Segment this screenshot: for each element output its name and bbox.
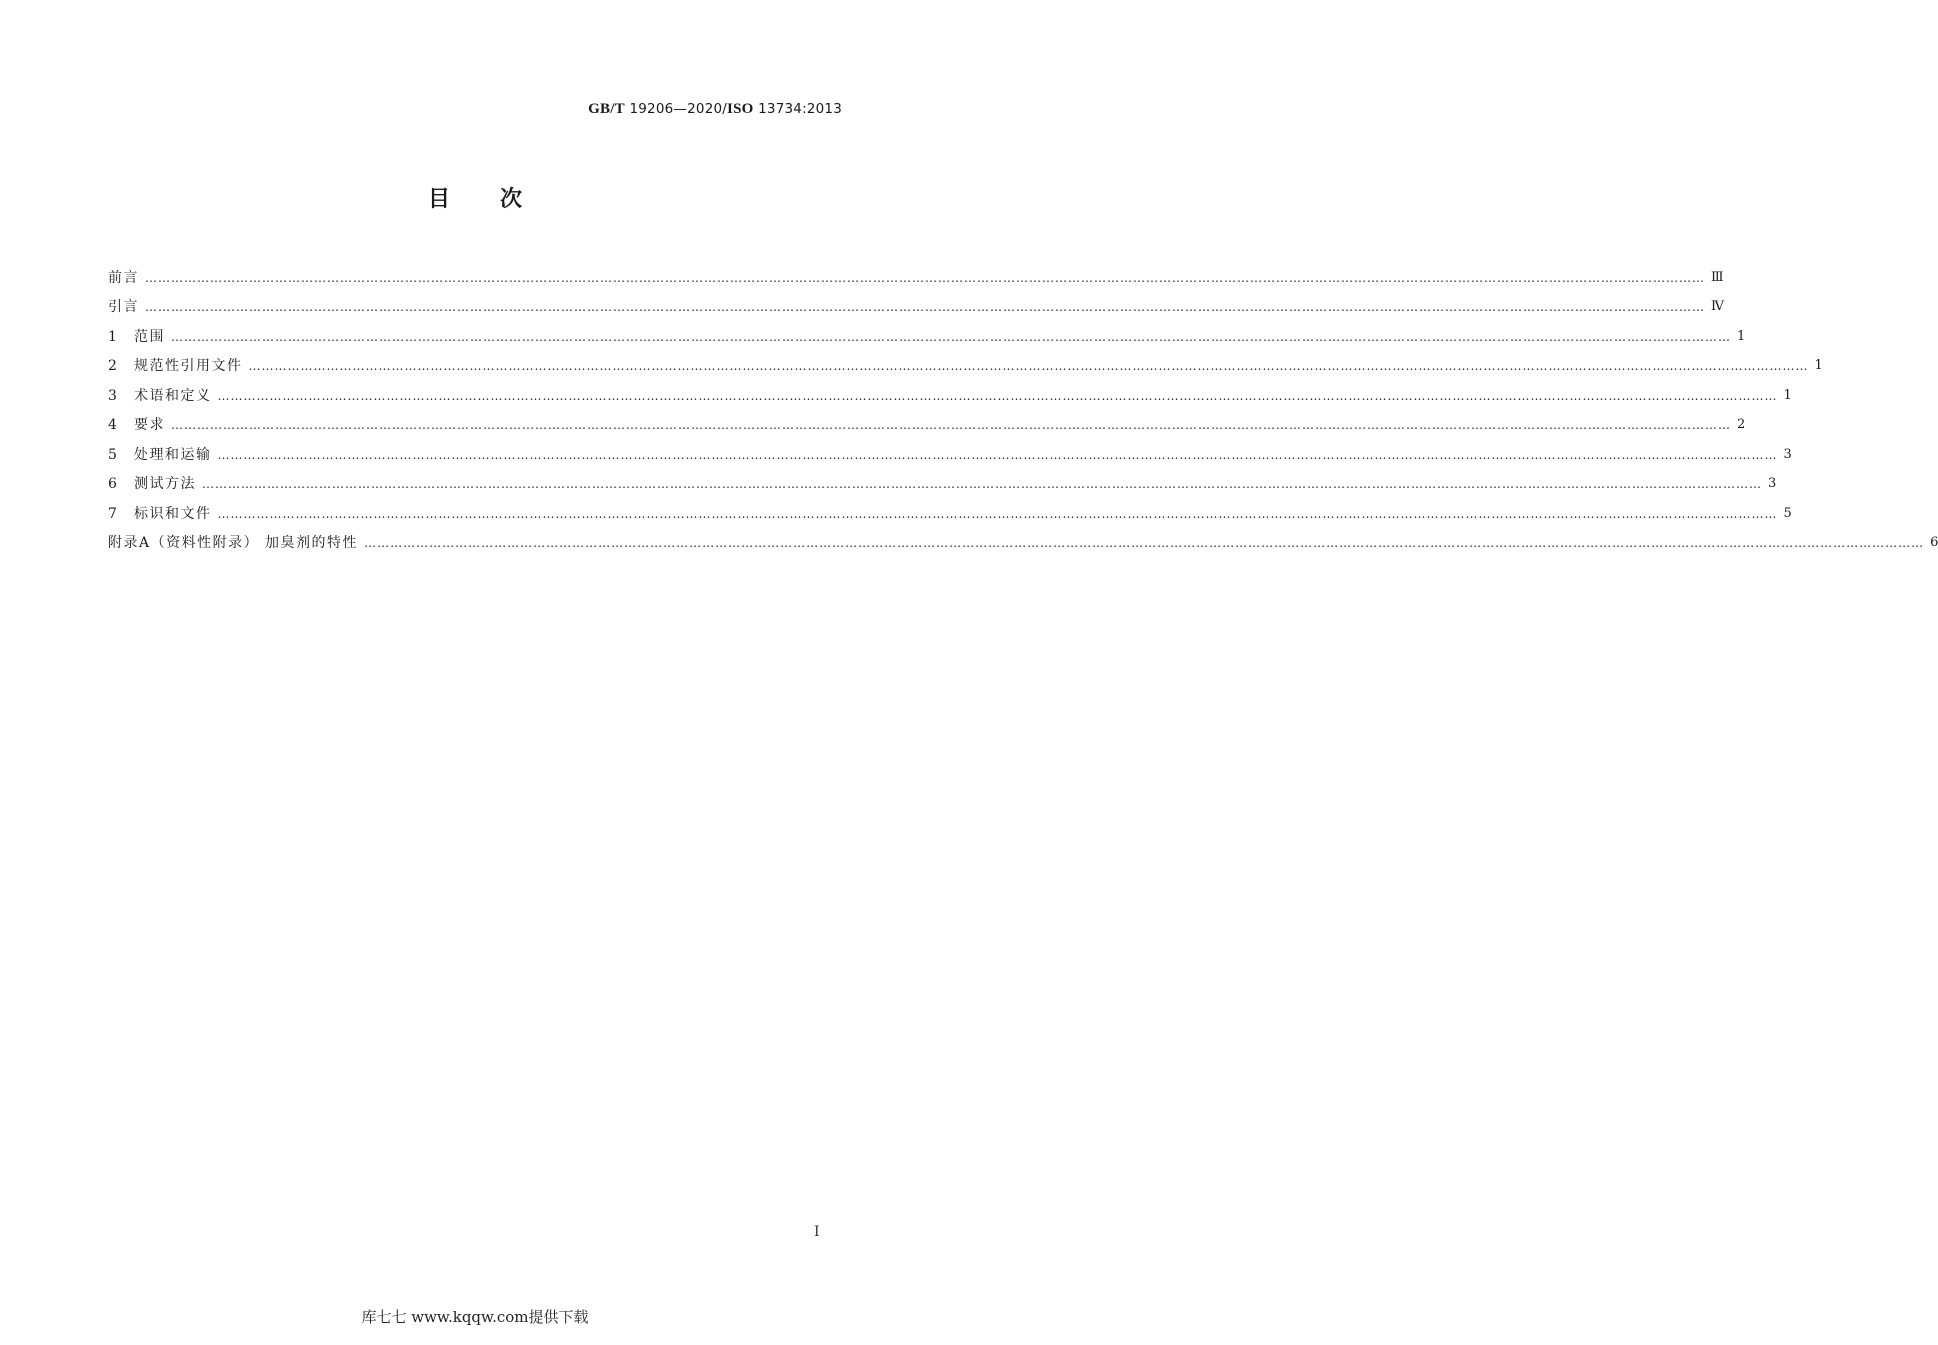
toc-entry-label [108, 326, 165, 348]
toc-entry-label [108, 355, 243, 377]
toc-entry-text: 范围 [134, 328, 165, 345]
toc-entry-page: 5 [1783, 505, 1792, 521]
std-number: 19206—2020/ [629, 101, 728, 117]
toc-entry-text: 术语和定义 [134, 387, 212, 404]
page-title: 目次 [427, 187, 572, 212]
toc-entry-text: 引言 [108, 299, 139, 315]
page-number: Ⅰ [814, 1224, 820, 1240]
toc-entry-number: 5 [108, 446, 117, 463]
footer-watermark: 库七七 www.kqqw.com提供下载 [361, 1308, 589, 1326]
toc-leader-dots: ……………………………………………………………………………………………………………………………………………………………………………………………………………………………………………………………………………………………………………………………… [171, 329, 1731, 344]
toc-leader-dots: ……………………………………………………………………………………………………………………………………………………………………………………………………………………………………………………………………………………………………………………………… [248, 359, 1809, 373]
toc-leader-dots: ……………………………………………………………………………………………………………………………………………………………………………………………………………………………………………………………………………………………………………………………… [145, 270, 1705, 285]
toc-entry[interactable] [108, 495, 1792, 525]
toc-entry-label [108, 385, 212, 407]
iso-prefix: ISO [727, 101, 754, 117]
toc-entry-label [108, 414, 165, 436]
toc-entry-text: 前言 [108, 269, 139, 286]
toc-leader-dots: ……………………………………………………………………………………………………………………………………………………………………………………………………………………………………………………………………………………………………………………………… [217, 447, 1778, 462]
toc-entry-page: 1 [1783, 387, 1792, 403]
toc-entry-number: 7 [108, 505, 117, 522]
toc-entry-page: Ⅳ [1711, 299, 1724, 314]
toc-entry-text: 处理和运输 [134, 446, 212, 463]
toc-leader-dots: ……………………………………………………………………………………………………………………………………………………………………………………………………………………………………………………………………………………………………………………………… [217, 388, 1778, 403]
toc-entry-number: 1 [108, 328, 117, 345]
toc-leader-dots: ……………………………………………………………………………………………………………………………………………………………………………………………………………………………………………………………………………………………………………………………… [145, 300, 1705, 314]
toc-entry[interactable] [108, 525, 1938, 555]
toc-entry-text: 标识和文件 [134, 505, 212, 522]
table-of-contents [108, 259, 1938, 554]
toc-entry-page: 3 [1783, 446, 1792, 462]
toc-entry-number: 6 [108, 476, 117, 492]
toc-entry-label [108, 473, 196, 495]
toc-entry[interactable] [108, 348, 1823, 378]
std-prefix: GB/T [588, 101, 625, 117]
toc-entry[interactable] [108, 407, 1746, 437]
standard-code [588, 101, 842, 118]
toc-entry-label [108, 444, 212, 466]
toc-leader-dots: ……………………………………………………………………………………………………………………………………………………………………………………………………………………………………………………………………………………………………………………………… [364, 536, 1925, 550]
toc-entry-page: 3 [1768, 476, 1777, 491]
toc-entry-page: 6 [1930, 535, 1938, 550]
toc-entry[interactable] [108, 466, 1777, 496]
toc-entry-label [108, 503, 212, 525]
toc-entry-label [108, 296, 139, 318]
toc-entry-page: 1 [1814, 358, 1823, 373]
toc-entry-text: 要求 [134, 417, 165, 433]
iso-number: 13734:2013 [758, 101, 842, 117]
toc-entry-number: 4 [108, 417, 117, 433]
toc-entry-text: 附录A（资料性附录） 加臭剂的特性 [108, 535, 359, 551]
toc-entry-label [108, 267, 139, 289]
toc-entry-number: 3 [108, 387, 117, 404]
toc-entry-number: 2 [108, 358, 117, 374]
toc-entry[interactable] [108, 259, 1724, 289]
toc-entry-page: Ⅲ [1711, 269, 1724, 285]
toc-entry-text: 规范性引用文件 [134, 358, 243, 374]
toc-entry-text: 测试方法 [134, 476, 196, 492]
toc-leader-dots: ……………………………………………………………………………………………………………………………………………………………………………………………………………………………………………………………………………………………………………………………… [217, 506, 1778, 521]
toc-entry[interactable] [108, 436, 1792, 466]
toc-entry[interactable] [108, 318, 1746, 348]
toc-entry-label [108, 532, 358, 554]
toc-entry[interactable] [108, 377, 1792, 407]
toc-entry-page: 2 [1737, 417, 1746, 432]
toc-leader-dots: ……………………………………………………………………………………………………………………………………………………………………………………………………………………………………………………………………………………………………………………………… [171, 418, 1731, 432]
toc-entry-page: 1 [1737, 328, 1746, 344]
toc-leader-dots: ……………………………………………………………………………………………………………………………………………………………………………………………………………………………………………………………………………………………………………………………… [202, 477, 1762, 491]
toc-entry[interactable] [108, 289, 1724, 319]
